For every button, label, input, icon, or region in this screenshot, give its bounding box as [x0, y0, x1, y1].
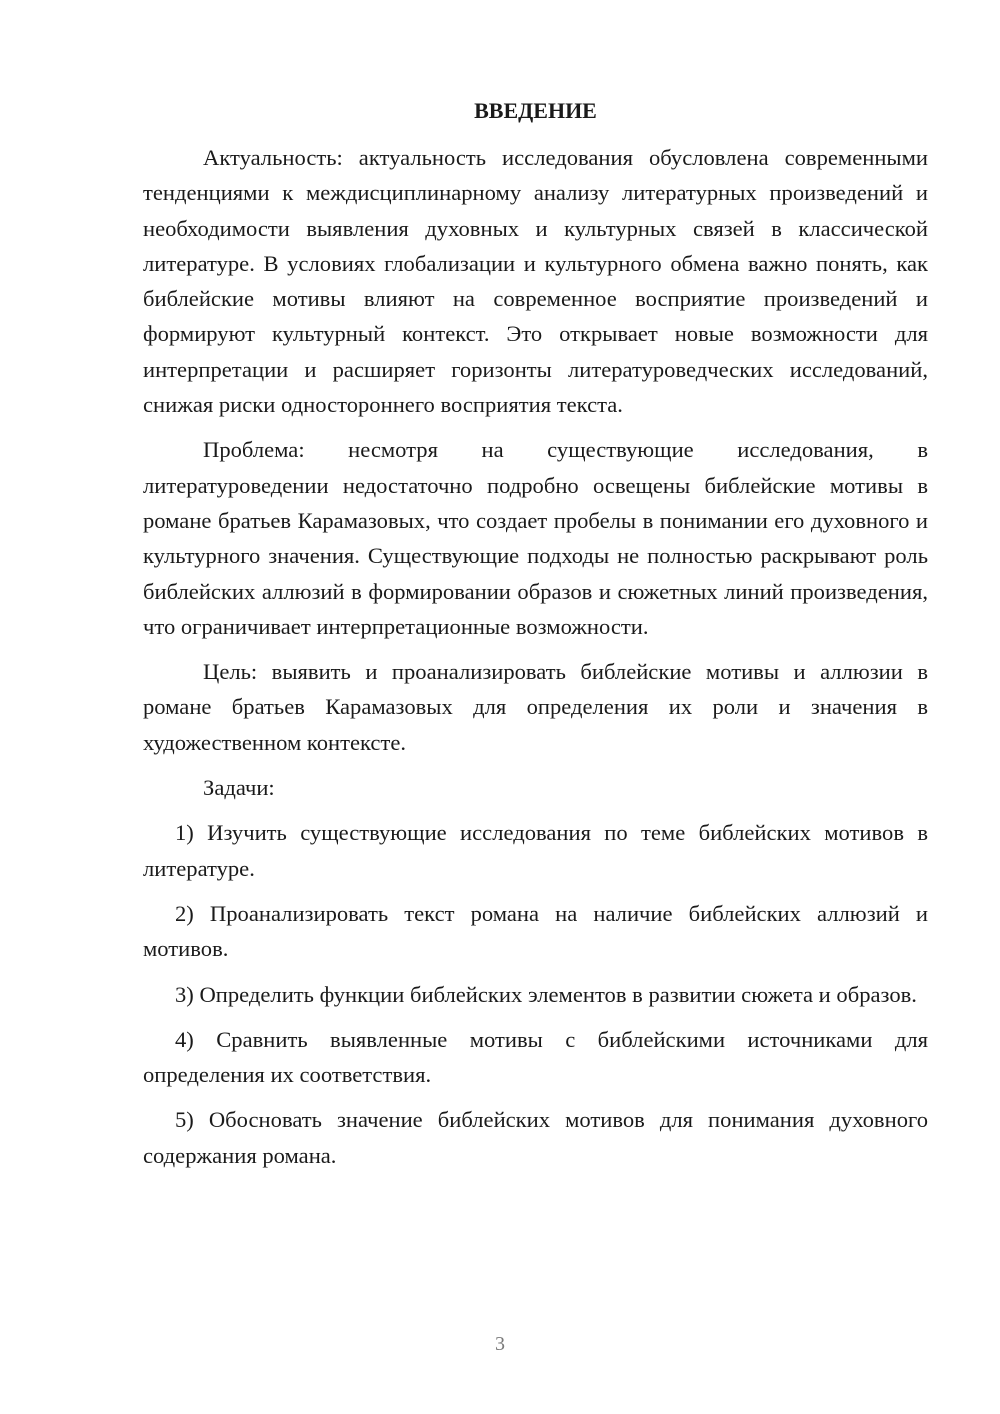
task-item-2: 2) Проанализировать текст романа на наличие библейских аллюзий и мотивов.	[143, 900, 928, 962]
paragraph-problem: Проблема: несмотря на существующие исследования, в литературоведении недостаточно подробно освещены библейские мотивы в романе братьев Карамазовых, что создает пробелы в понимании его духовного и культурного значения. Существующие подходы не полностью раскрывают роль библейских аллюзий в формировании образов и сюжетных линий произведения, что ограничивает интерпретационные возможности.	[143, 437, 928, 639]
paragraph-goal: Цель: выявить и проанализировать библейские мотивы и аллюзии в романе братьев Карамазовых для определения их роли и значения в художественном контексте.	[143, 659, 928, 755]
page-number: 3	[495, 1333, 505, 1355]
document-page	[143, 93, 928, 1183]
task-item-1: 1) Изучить существующие исследования по теме библейских мотивов в литературе.	[143, 820, 928, 881]
page-title: ВВЕДЕНИЕ	[474, 98, 597, 123]
tasks-heading: Задачи:	[203, 775, 275, 801]
task-item-3: 3) Определить функции библейских элементов в развитии сюжета и образов.	[175, 981, 917, 1007]
task-item-5: 5) Обосновать значение библейских мотивов для понимания духовного содержания романа.	[143, 1107, 928, 1168]
task-item-4: 4) Сравнить выявленные мотивы с библейскими источниками для определения их соответствия.	[143, 1026, 928, 1088]
paragraph-relevance: Актуальность: актуальность исследования обусловлена современными тенденциями к междисциплинарному анализу литературных произведений и необходимости выявления духовных и культурных связей в классической литературе. В условиях глобализации и культурного обмена важно понять, как библейские мотивы влияют на современное восприятие произведений и формируют культурный контекст. Это открывает новые возможности для интерпретации и расширяет горизонты литературоведческих исследований, снижая риски одностороннего восприятия текста.	[143, 145, 928, 418]
